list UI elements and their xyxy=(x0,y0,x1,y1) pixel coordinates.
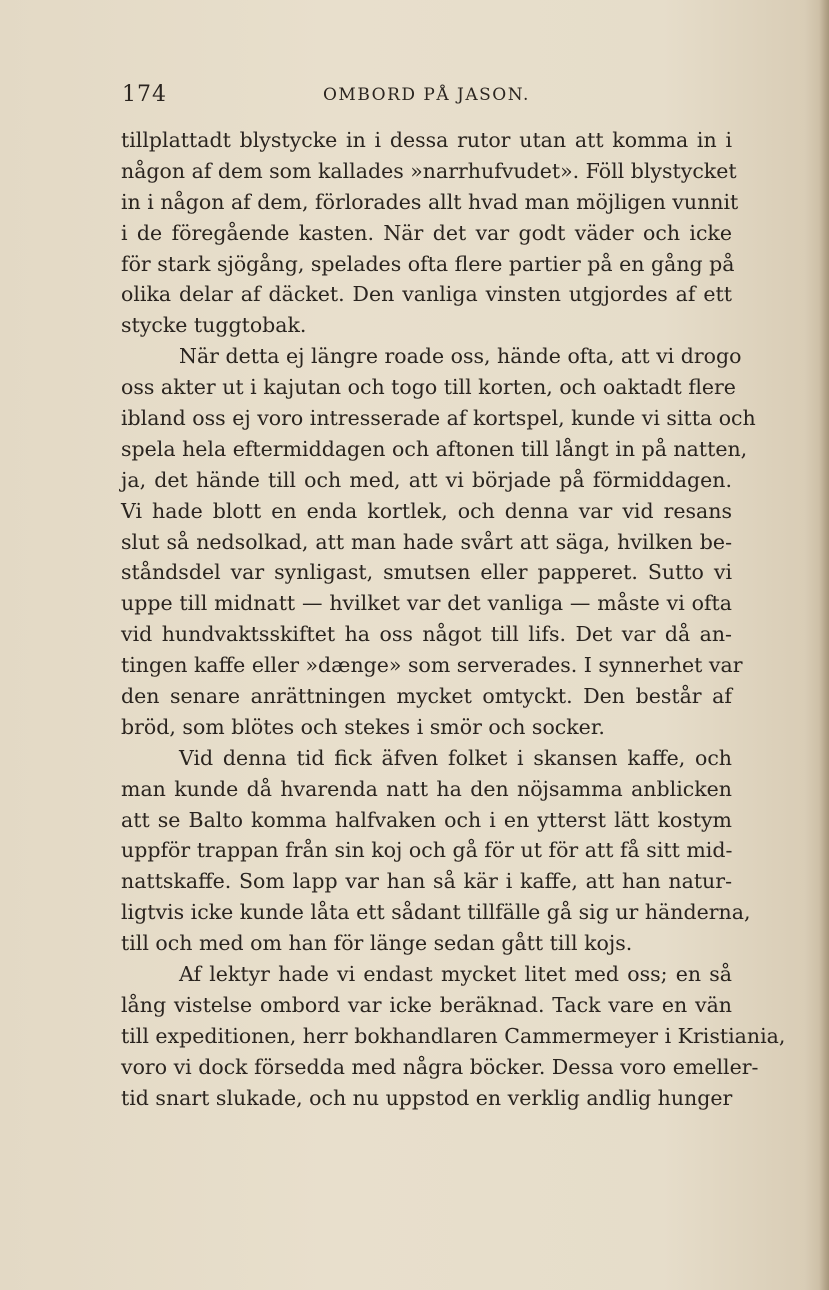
text-line: spela hela eftermiddagen och aftonen till långt in på natten, xyxy=(121,436,748,461)
text-line: nattskaffe. Som lapp var han så kär i kaffe, att han natur- xyxy=(121,869,732,894)
text-line: ligtvis icke kunde låta ett sådant tillfälle gå sig ur händerna, xyxy=(121,900,751,925)
text-line: oss akter ut i kajutan och togo till korten, och oaktadt flere xyxy=(121,375,736,400)
text-line: Vi hade blott en enda kortlek, och denna var vid resans xyxy=(121,498,732,523)
text-line: uppe till midnatt — hvilket var det vanliga — måste vi ofta xyxy=(121,591,732,616)
text-line: ståndsdel var synligast, smutsen eller papperet. Sutto vi xyxy=(121,560,732,585)
text-line: tillplattadt blystycke in i dessa rutor utan att komma in i xyxy=(121,128,732,152)
text-line: När detta ej längre roade oss, hände ofta, att vi drogo xyxy=(179,344,742,369)
text-line: uppför trappan från sin koj och gå för ut för att få sitt mid- xyxy=(121,838,733,863)
text-line: den senare anrättningen mycket omtyckt. Den består af xyxy=(121,684,732,709)
running-head xyxy=(120,82,740,112)
text-line: in i någon af dem, förlorades allt hvad man möjligen vunnit xyxy=(121,189,739,214)
text-line: Vid denna tid fick äfven folket i skansen kaffe, och xyxy=(179,745,732,770)
text-line: bröd, som blötes och stekes i smör och socker. xyxy=(121,714,605,739)
text-line: tingen kaffe eller »dænge» som serverades. I synnerhet var xyxy=(121,653,743,678)
text-line: voro vi dock försedda med några böcker. Dessa voro emeller- xyxy=(121,1054,759,1079)
text-line: ja, det hände till och med, att vi började på förmiddagen. xyxy=(121,467,732,492)
text-line: Af lektyr hade vi endast mycket litet med oss; en så xyxy=(179,962,732,987)
text-line: ibland oss ej voro intresserade af kortspel, kunde vi sitta och xyxy=(121,406,756,431)
running-title: OMBORD PÅ JASON. xyxy=(323,85,530,105)
text-line: tid snart slukade, och nu uppstod en verklig andlig hunger xyxy=(121,1085,733,1110)
text-line: till expeditionen, herr bokhandlaren Cammermeyer i Kristiania, xyxy=(121,1023,786,1048)
page-number: 174 xyxy=(122,82,167,107)
text-line: någon af dem som kallades »narrhufvudet». Föll blystycket xyxy=(121,158,737,183)
text-line: slut så nedsolkad, att man hade svårt att säga, hvilken be- xyxy=(121,529,732,554)
text-line: att se Balto komma halfvaken och i en ytterst lätt kostym xyxy=(121,807,732,832)
text-line: i de föregående kasten. När det var godt väder och icke xyxy=(121,220,732,245)
text-line: man kunde då hvarenda natt ha den nöjsamma anblicken xyxy=(121,776,732,801)
page-edge-shadow xyxy=(819,0,829,1290)
text-line: stycke tuggtobak. xyxy=(121,313,307,338)
text-line: lång vistelse ombord var icke beräknad. Tack vare en vän xyxy=(121,992,732,1017)
text-line: olika delar af däcket. Den vanliga vinsten utgjordes af ett xyxy=(121,282,732,307)
body-text xyxy=(121,125,786,1114)
text-line: till och med om han för länge sedan gått till kojs. xyxy=(121,931,633,956)
text-line: vid hundvaktsskiftet ha oss något till lifs. Det var då an- xyxy=(121,622,732,647)
text-line: för stark sjögång, spelades ofta flere partier på en gång på xyxy=(121,251,735,276)
